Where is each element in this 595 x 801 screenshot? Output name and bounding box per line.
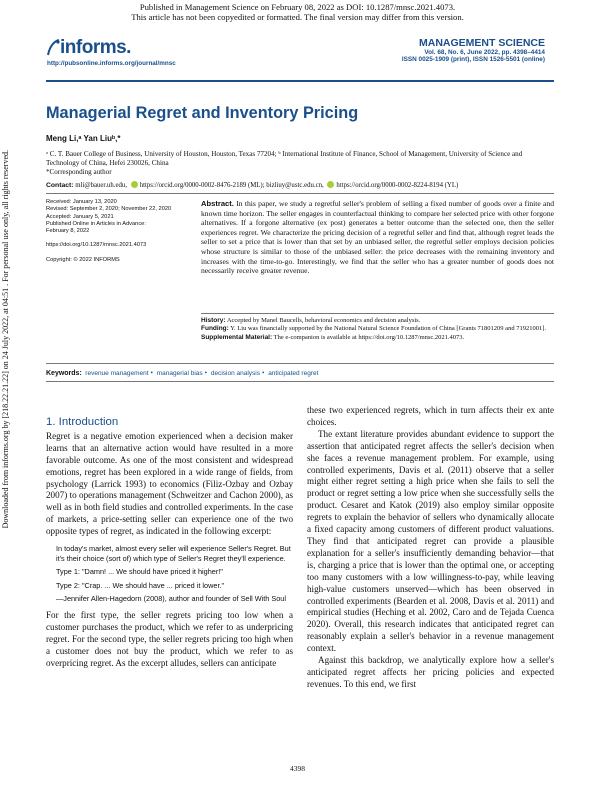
block-quote [56, 544, 293, 604]
download-side-note [1, 150, 13, 790]
received-date: Received: January 13, 2020 [46, 199, 117, 205]
journal-info [402, 37, 545, 63]
copyright: Copyright: © 2022 INFORMS [46, 256, 120, 263]
journal-issn: ISSN 0025-1909 (print), ISSN 1526-5501 (online) [401, 56, 545, 63]
divider [46, 363, 554, 364]
contact-line [46, 181, 554, 189]
affiliation-text: ᵃ C. T. Bauer College of Business, University of Houston, Houston, Texas 77204; ᵇ International Institute of Finance, School of Management, University of Science and Technology of China, Hefei 230026, China [46, 150, 523, 167]
contact-orcid-2[interactable]: https://orcid.org/0000-0002-8224-8194 (YL) [336, 182, 459, 189]
header-rule [46, 80, 554, 82]
author-affiliations [46, 150, 554, 177]
orcid-icon [327, 181, 334, 188]
keyword[interactable]: anticipated regret [268, 370, 319, 377]
body-paragraph: these two experienced regrets, which in turn affects their ex ante choices. [307, 405, 554, 427]
history-text: Accepted by Manel Baucells, behavioral economics and decision analysis. [226, 317, 421, 324]
logo-text: informs. [60, 37, 131, 58]
contact-email-1[interactable]: mli@bauer.uh.edu, [75, 182, 128, 189]
published-date: February 8, 2022 [46, 228, 90, 235]
abstract [201, 199, 554, 276]
journal-url-link[interactable]: http://pubsonline.informs.org/journal/mnsc [47, 60, 176, 67]
publication-banner [0, 2, 595, 22]
contact-orcid-1[interactable]: https://orcid.org/0000-0002-8476-2189 (ML); [139, 182, 265, 189]
body-paragraph: For the first type, the seller regrets pricing too low when a customer purchases the product, which we refer to as underpricing regret. For the second type, the seller regrets pricing too high when a customer does not buy the product, which we refer to as overpricing regret. As the excerpt alludes, sellers can anticipate [46, 610, 293, 668]
quote-text: In today's market, almost every seller will experience Seller's Regret. But it's their choice (sort of) which type of Seller's Regret they'll experience. [56, 544, 291, 564]
divider [201, 313, 554, 314]
journal-volume: Vol. 68, No. 6, June 2022, pp. 4398–4414 [424, 49, 545, 56]
banner-line-2: This article has not been copyedited or formatted. The final version may differ from this version. [131, 12, 464, 22]
journal-name: MANAGEMENT SCIENCE [418, 37, 545, 49]
body-column-right [307, 405, 554, 691]
page-number: 4398 [290, 764, 305, 773]
keyword[interactable]: managerial bias [156, 370, 203, 377]
banner-line-1: Published in Management Science on February 08, 2022 as DOI: 10.1287/mnsc.2021.4073. [139, 2, 456, 12]
orcid-icon [131, 181, 138, 188]
keywords-line: Keywords: revenue management • managerial bias • decision analysis • anticipated regret [46, 369, 319, 377]
abstract-label: Abstract. [201, 199, 234, 208]
informs-logo[interactable] [46, 38, 131, 58]
divider [46, 193, 554, 194]
article-history [201, 317, 554, 342]
supplemental-text[interactable]: The e-companion is available at https://doi.org/10.1287/mnsc.2021.4073. [273, 333, 465, 341]
quote-attribution: —Jennifer Allen-Hagedorn (2008), author and founder of Sell With Soul [56, 593, 286, 603]
history-label: History: [201, 317, 226, 324]
download-note-text: Downloaded from informs.org by [218.22.21.22] on 24 July 2022, at 04:51 . For personal use only, all rights reserved. [1, 150, 10, 529]
revised-date: Revised: September 2, 2020; November 22, 2020 [46, 206, 172, 213]
published-label: Published Online in Articles in Advance: [46, 220, 146, 227]
doi-link[interactable]: https://doi.org/10.1287/mnsc.2021.4073 [46, 242, 147, 249]
supplemental-label: Supplemental Material: [201, 333, 273, 341]
keywords-label: Keywords: [46, 370, 82, 377]
contact-email-2[interactable]: bizliuy@ustc.edu.cn, [266, 182, 324, 189]
corresponding-author-note: *Corresponding author [46, 168, 112, 176]
keyword[interactable]: decision analysis [210, 370, 260, 377]
informs-swoosh-icon [46, 39, 60, 57]
quote-type-2: Type 2: "Crap. ... We should have ... priced it lower." [56, 580, 225, 590]
funding-text: Y. Liu was financially supported by the National Natural Science Foundation of China [Grants 71801209 and 71921001]. [230, 325, 546, 333]
accepted-date: Accepted: January 5, 2021 [46, 213, 114, 220]
contact-label: Contact: [46, 182, 74, 189]
body-paragraph: The extant literature provides abundant evidence to support the assertion that anticipated regret affects the seller's decision when she faces a revenue management problem. For example, using controlled experiments, Davis et al. (2011) observe that a seller might either regret setting a high price when she fails to sell the product or regret setting a low price when she successfully sells the product. Cesaret and Katok (2019) also employ similar opposite regrets to explain the behavior of sellers who dynamically allocate a fixed capacity among customers of different product valuations. They find that anticipated regret can provide a plausible explanation for a seller's insufficiently demanding behavior—that is, charging a price that is lower than the optimal one, or accepting too many customers with a low willingness-to-pay, while leaving high-value customers unserved—which has been observed in controlled experiments (Bearden et al. 2008, Davis et al. 2011) and empirical studies (Heching et al. 2002, Caro and de Tejada Cuenca 2020). Overall, this research indicates that anticipated regret can reasonably explain a seller's behavior in a revenue management context. [307, 428, 554, 654]
abstract-text: In this paper, we study a regretful seller's problem of selling a fixed number of goods over a finite and known time horizon. The seller engages in counterfactual thinking to compare her selected price with other forgone alternatives. If a forgone alternative (ex post) generates a better outcome than the selected one, then the seller experiences regret. We characterize the pricing decision of a regretful seller and find that, although regret leads the seller to set a price that is lower than that set by an unbiased seller, the regretful seller employs decision policies whose structure is similar to those of the unbiased seller: the price decreases with the remaining inventory and increases with the time-to-go. Interestingly, we find that the seller who has a greater number of goods does not necessarily receive greater revenue. [201, 199, 554, 276]
article-title: Managerial Regret and Inventory Pricing [46, 104, 359, 122]
divider [46, 381, 554, 382]
body-paragraph: Against this backdrop, we analytically explore how a seller's anticipated regret affects her pricing policies and expected revenues. To this end, we first [307, 655, 554, 689]
article-meta [46, 199, 196, 264]
section-heading: 1. Introduction [46, 416, 119, 428]
body-paragraph: Regret is a negative emotion experienced when a decision maker learns that an alternative action would have resulted in a more favorable outcome. As one of the most consistent and widespread emotions, regret has been explored in a wide range of fields, from psychology (Larrick 1993) to economics (Filiz-Ozbay and Ozbay 2007) to operations management (Schweitzer and Cachon 2000), as well as in both field studies and controlled experiments. In the case of markets, a price-setting seller can experience one of the two opposite types of regret, as indicated in the following excerpt: [46, 430, 293, 537]
quote-type-1: Type 1: "Damn! ... We should have priced it higher!" [56, 567, 223, 577]
article-authors: Meng Li,ᵃ Yan Liuᵇ,* [46, 134, 121, 143]
body-column-left [46, 417, 293, 670]
keyword[interactable]: revenue management [85, 370, 149, 377]
funding-label: Funding: [201, 325, 229, 333]
